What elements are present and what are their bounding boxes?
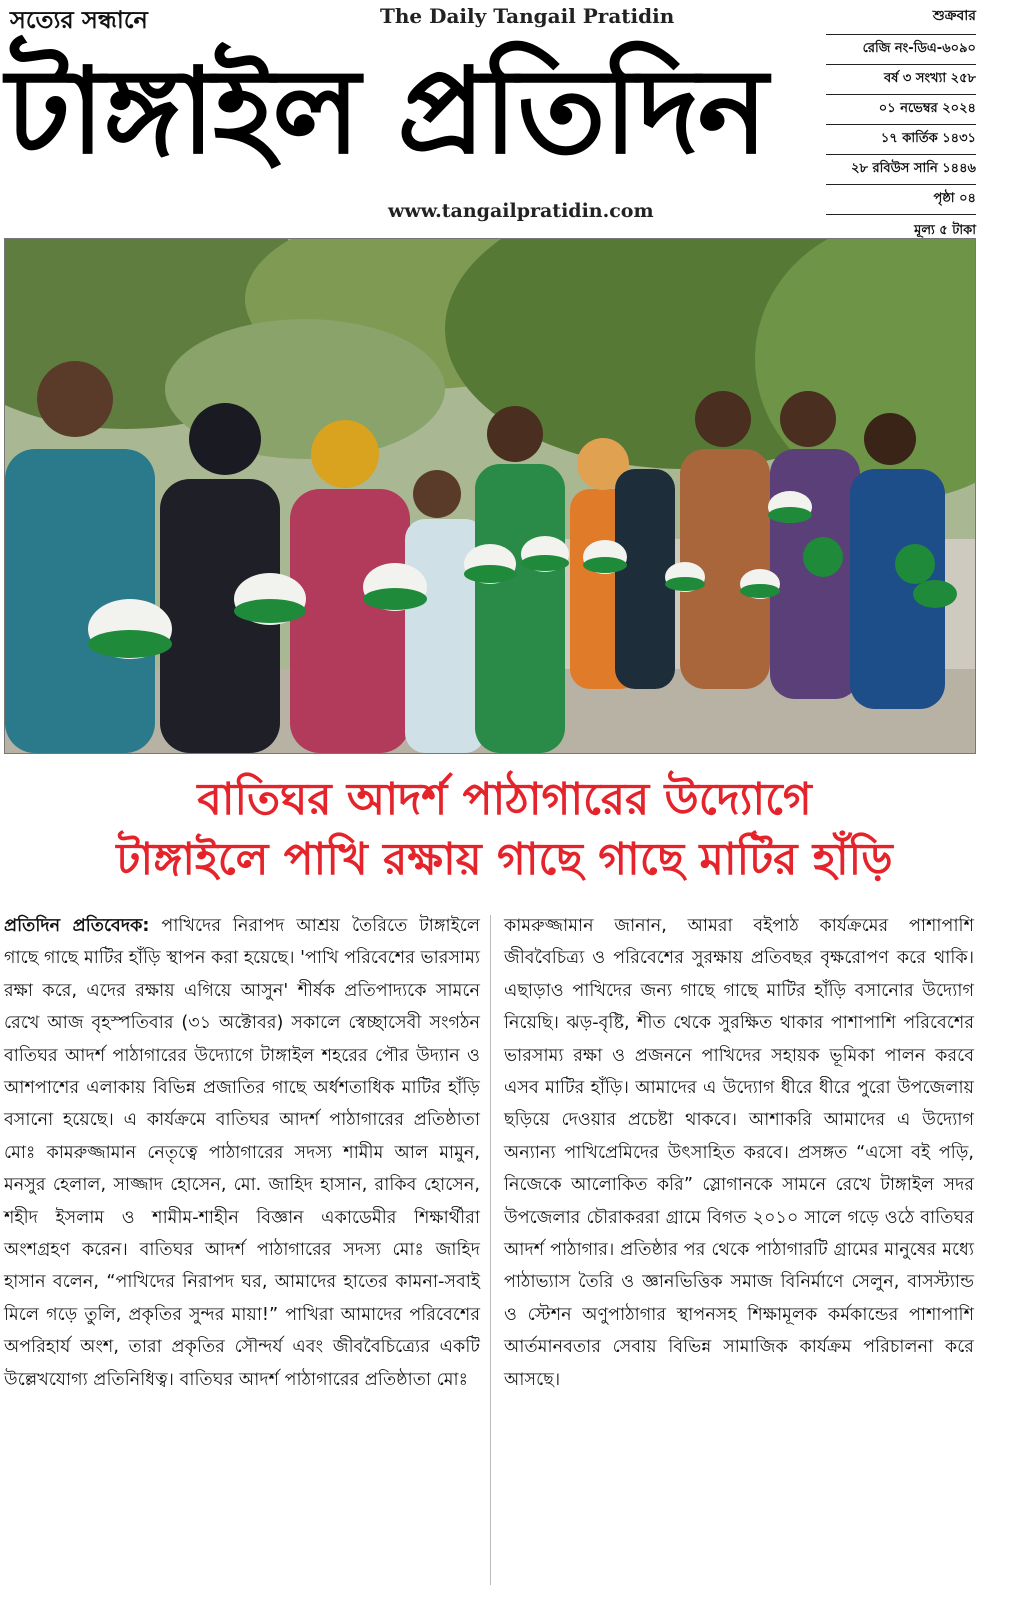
article-right-text: কামরুজ্জামান জানান, আমরা বইপাঠ কার্যক্রমের পাশাপাশি জীববৈচিত্র্য ও পরিবেশের সুরক্ষায় প্রতিবছর বৃক্ষরোপণ করে থাকি। এছাড়াও পাখিদের জন্য গাছে গাছে মাটির হাঁড়ি বসানোর উদ্যোগ নিয়েছি। ঝড়-বৃষ্টি, শীত থেকে সুরক্ষিত থাকার পাশাপাশি পরিবেশের ভারসাম্য রক্ষা ও প্রজননে পাখিদের সহায়ক ভূমিকা পালন করবে এসব মাটির হাঁড়ি। আমাদের এ উদ্যোগ ধীরে ধীরে পুরো উপজেলায় ছড়িয়ে দেওয়ার প্রচেষ্টা থাকবে। আশাকরি আমাদের এ উদ্যোগ অন্যান্য পাখিপ্রেমিদের উৎসাহিত করবে। প্রসঙ্গত “এসো বই পড়ি, নিজেকে আলোকিত করি” স্লোগানকে সামনে রেখে টাঙ্গাইল সদর উপজেলার চৌরাকররা গ্রামে বিগত ২০১০ সালে গড়ে ওঠে বাতিঘর আদর্শ পাঠাগার। প্রতিষ্ঠার পর থেকে পাঠাগারটি গ্রামের মানুষের মধ্যে পাঠাভ্যাস তৈরি ও জ্ঞানভিত্তিক সমাজ বিনির্মাণে সেলুন, বাসস্ট্যান্ড ও স্টেশন অণুপাঠাগার স্থাপনসহ শিক্ষামূলক কর্মকান্ডের পাশাপাশি আর্তমানবতার সেবায় বিভিন্ন সামাজিক কার্যক্রম পরিচালনা করে আসছে। xyxy=(504,916,974,1390)
masthead xyxy=(0,0,1009,238)
date-gregorian: ০১ নভেম্বর ২০২৪ xyxy=(826,94,976,124)
registration-number: রেজি নং-ডিএ-৬০৯০ xyxy=(826,34,976,64)
article-left-text: পাখিদের নিরাপদ আশ্রয় তৈরিতে টাঙ্গাইলে গাছে গাছে মাটির হাঁড়ি স্থাপন করা হয়েছে। 'পাখি পরিবেশের ভারসাম্য রক্ষা করে, এদের রক্ষায় এগিয়ে আসুন' শীর্ষক প্রতিপাদ্যকে সামনে রেখে আজ বৃহস্পতিবার (৩১ অক্টোবর) সকালে স্বেচ্ছাসেবী সংগঠন বাতিঘর আদর্শ পাঠাগারের উদ্যোগে টাঙ্গাইল শহরের পৌর উদ্যান ও আশপাশের এলাকায় বিভিন্ন প্রজাতির গাছে অর্ধশতাধিক মাটির হাঁড়ি বসানো হয়েছে। এ কার্যক্রমে বাতিঘর আদর্শ পাঠাগারের প্রতিষ্ঠাতা মোঃ কামরুজ্জামান নেতৃত্বে পাঠাগারের সদস্য শামীম আল মামুন, মনসুর হেলাল, সাজ্জাদ হোসেন, মো. জাহিদ হাসান, রাকিব হোসেন, শহীদ ইসলাম ও শামীম-শাহীন বিজ্ঞান একাডেমীর শিক্ষার্থীরা অংশগ্রহণ করেন। বাতিঘর আদর্শ পাঠাগারের সদস্য মোঃ জাহিদ হাসান বলেন, “পাখিদের নিরাপদ ঘর, আমাদের হাতের কামনা-সবাই মিলে গড়ে তুলি, প্রকৃতির সুন্দর মায়া!” পাখিরা আমাদের পরিবেশের অপরিহার্য অংশ, তারা প্রকৃতির সৌন্দর্য এবং জীববৈচিত্র্যের একটি উল্লেখযোগ্য প্রতিনিধিত্ব। বাতিঘর আদর্শ পাঠাগারের প্রতিষ্ঠাতা মোঃ xyxy=(4,916,480,1390)
volume-issue: বর্ষ ৩ সংখ্যা ২৫৮ xyxy=(826,64,976,94)
article-byline: প্রতিদিন প্রতিবেদক: xyxy=(4,916,150,936)
group-photo-illustration xyxy=(5,239,975,753)
article-right-column xyxy=(504,910,974,1396)
issue-meta-box xyxy=(826,4,976,242)
column-divider xyxy=(490,915,491,1585)
website-url: www.tangailpratidin.com xyxy=(388,200,654,222)
headline-line-2: টাঙ্গাইলে পাখি রক্ষায় গাছে গাছে মাটির হাঁড়ি xyxy=(116,834,893,885)
group-photo xyxy=(4,238,976,754)
issue-day: শুক্রবার xyxy=(932,8,976,24)
price: মূল্য ৫ টাকা xyxy=(826,214,976,242)
date-bangla: ১৭ কার্তিক ১৪৩১ xyxy=(826,124,976,154)
masthead-motto: সত্যের সন্ধানে xyxy=(10,6,148,34)
headline-line-1: বাতিঘর আদর্শ পাঠাগারের উদ্যোগে xyxy=(197,774,812,825)
newspaper-logo-title: টাঙ্গাইল প্রতিদিন xyxy=(6,42,766,180)
page-number: পৃষ্ঠা ০৪ xyxy=(826,184,976,214)
english-newspaper-name: The Daily Tangail Pratidin xyxy=(380,4,675,28)
date-hijri: ২৮ রবিউস সানি ১৪৪৬ xyxy=(826,154,976,184)
article-left-column xyxy=(4,910,480,1396)
article-headline xyxy=(0,770,1009,890)
